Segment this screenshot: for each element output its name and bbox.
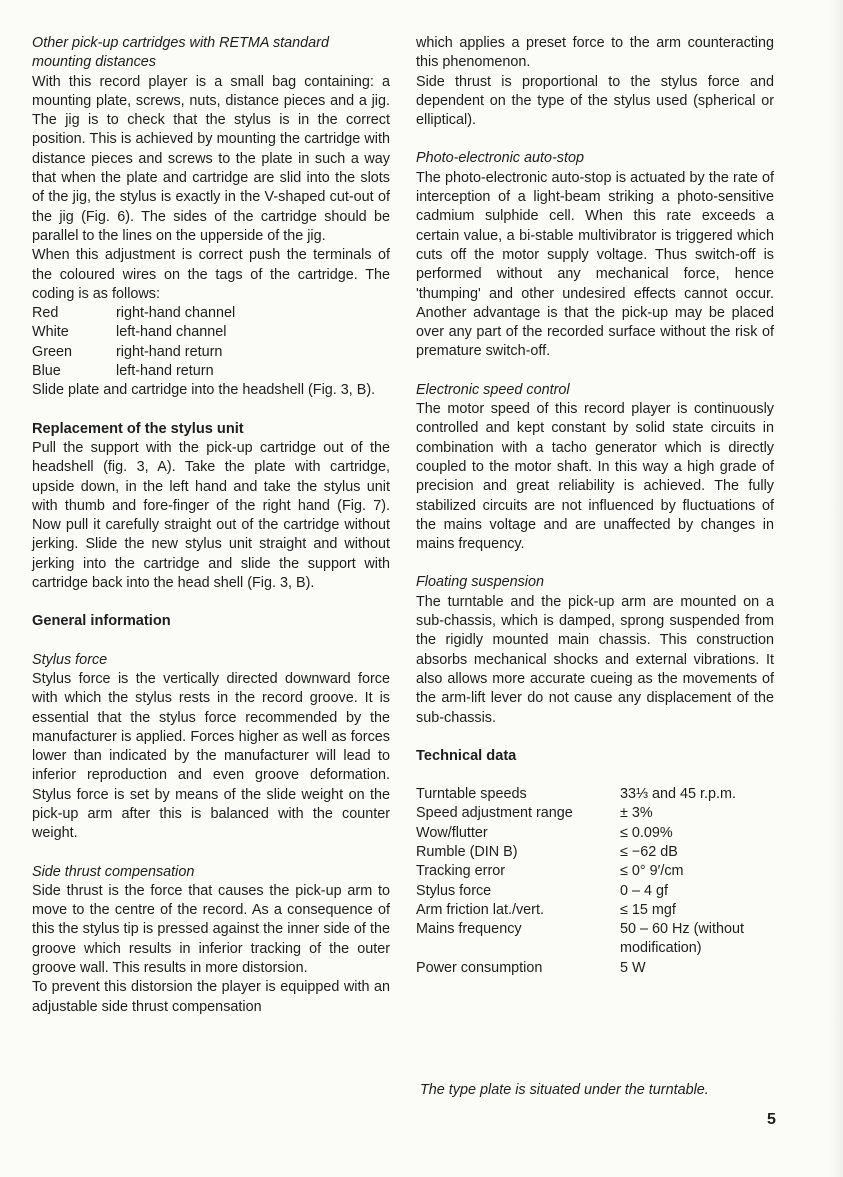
spec-row: [416, 843, 774, 862]
spec-row: [416, 785, 774, 804]
spec-value: 50 – 60 Hz (without modification): [620, 921, 744, 957]
retma-paragraph-1: With this record player is a small bag containing: a mounting plate, screws, nuts, distance pieces and a jig. The jig is to check that the stylus is in the correct position. This is achieved by mounting the cartridge with distance pieces and screws to the plate in such a way that when the plate and cartridge are slid into the slots of the jig, the stylus is exactly in the V-shaped cut-out of the jig (Fig. 6). The sides of the cartridge should be parallel to the lines on the upperside of the jig.: [32, 73, 390, 244]
wire-coding-list: [32, 304, 390, 381]
general-info-heading: General information: [32, 613, 171, 630]
spec-label: Arm friction lat./vert.: [416, 901, 544, 918]
spec-value: ≤ 15 mgf: [620, 901, 676, 918]
spec-label: Speed adjustment range: [416, 805, 573, 822]
spec-label: Mains frequency: [416, 921, 522, 938]
wire-color: Blue: [32, 363, 61, 380]
wire-coding-row: [32, 323, 390, 342]
side-thrust-paragraph-2: To prevent this distorsion the player is equipped with an adjustable side thrust compensation: [32, 979, 390, 1015]
replacement-paragraph: Pull the support with the pick-up cartridge out of the headshell (fig. 3, A). Take the plate with cartridge, upside down, in the left hand and take the stylus unit with thumb and fore-finger of the right hand (Fig. 7). Now pull it carefully straight out of the cartridge without jerking. Slide the new stylus unit straight and without jerking into the cartridge and slide the support with cartridge back into the head shell (Fig. 3, B).: [32, 439, 390, 592]
speed-control-heading: Electronic speed control: [416, 381, 570, 398]
side-thrust-paragraph-3: Side thrust is proportional to the stylus force and dependent on the type of the stylus used (spherical or elliptical).: [416, 73, 774, 129]
spec-label: Rumble (DIN B): [416, 843, 518, 860]
wire-color: White: [32, 324, 69, 341]
spec-value: ≤ −62 dB: [620, 843, 678, 860]
floating-suspension-heading: Floating suspension: [416, 574, 544, 591]
spec-value: ≤ 0° 9′/cm: [620, 863, 684, 880]
retma-paragraph-2: When this adjustment is correct push the terminals of the coloured wires on the tags of the cartridge. The coding is as follows:: [32, 247, 390, 302]
spec-row: [416, 824, 774, 843]
type-plate-note: The type plate is situated under the turntable.: [420, 1082, 709, 1098]
spec-value: ≤ 0.09%: [620, 824, 673, 841]
wire-color: Green: [32, 343, 72, 360]
spec-row: [416, 862, 774, 881]
retma-heading: Other pick-up cartridges with RETMA standard mounting distances: [32, 35, 329, 71]
spec-row: [416, 804, 774, 823]
spec-label: Wow/flutter: [416, 824, 488, 841]
stylus-force-paragraph: Stylus force is the vertically directed downward force with which the stylus rests in the record groove. It is essential that the stylus force recommended by the manufacturer is applied. Forces higher as well as forces lower than indicated by the manufacturer will lead to inferior reproduction and even groove deformation. Stylus force is set by means of the slide weight on the pick-up arm after this is balanced with the counter weight.: [32, 670, 390, 842]
technical-data-heading: Technical data: [416, 747, 517, 764]
speed-control-paragraph: The motor speed of this record player is continuously controlled and kept constant by solid state circuits in combination with a tacho generator which is directly coupled to the motor shaft. In this way a high grade of precision and great reliability is achieved. The fully stabilized circuits are not influenced by fluctuations of the mains voltage and are unaffected by changes in mains frequency.: [416, 401, 774, 553]
spec-table: [416, 785, 774, 978]
spec-label: Tracking error: [416, 863, 506, 880]
wire-meaning: right-hand channel: [116, 305, 236, 322]
spec-value: 5 W: [620, 959, 646, 976]
spec-value: ± 3%: [620, 805, 653, 822]
spec-row: [416, 882, 774, 901]
right-column: [416, 34, 774, 978]
page-number: 5: [767, 1111, 776, 1128]
page-edge-shadow: [829, 0, 843, 1177]
side-thrust-continuation: which applies a preset force to the arm counteracting this phenomenon.: [416, 35, 774, 71]
wire-meaning: left-hand channel: [116, 324, 227, 341]
auto-stop-heading: Photo-electronic auto-stop: [416, 150, 584, 167]
wire-color: Red: [32, 305, 59, 322]
spec-label: Stylus force: [416, 882, 492, 899]
wire-coding-row: [32, 362, 390, 381]
side-thrust-heading: Side thrust compensation: [32, 863, 195, 880]
auto-stop-paragraph: The photo-electronic auto-stop is actuated by the rate of interception of a light-beam striking a photo-sensitive cadmium sulphide cell. When this rate exceeds a certain value, a bi-stable multivibrator is triggered which cuts off the motor supply voltage. Thus switch-off is performed without any mechanical force, hence 'thumping' and other undesired effects cannot occur. Another advantage is that the pick-up may be placed over any part of the recorded surface without the risk of premature switch-off.: [416, 169, 774, 360]
spec-label: Turntable speeds: [416, 786, 527, 803]
retma-paragraph-3: Slide plate and cartridge into the headshell (Fig. 3, B).: [32, 382, 376, 399]
side-thrust-paragraph-1: Side thrust is the force that causes the pick-up arm to move to the centre of the record. As a consequence of this the stylus tip is pressed against the inner side of the groove which results in inferior tracking of the outer groove wall. This results in more distorsion.: [32, 882, 390, 977]
spec-value: 0 – 4 gf: [620, 882, 669, 899]
spec-row: [416, 920, 774, 959]
wire-meaning: right-hand return: [116, 343, 223, 360]
wire-meaning: left-hand return: [116, 363, 214, 380]
replacement-heading: Replacement of the stylus unit: [32, 420, 244, 437]
spec-row: [416, 959, 774, 978]
wire-coding-row: [32, 343, 390, 362]
spec-value: 33⅓ and 45 r.p.m.: [620, 786, 737, 803]
stylus-force-heading: Stylus force: [32, 651, 108, 668]
spec-label: Power consumption: [416, 959, 543, 976]
spec-row: [416, 901, 774, 920]
floating-suspension-paragraph: The turntable and the pick-up arm are mounted on a sub-chassis, which is damped, sprong suspended from the rigidly mounted main chassis. This construction absorbs mechanical shocks and external vibrations. It also allows more accurate cueing as the movements of the arm-lift lever do not cause any displacement of the sub-chassis.: [416, 593, 774, 726]
left-column: [32, 34, 390, 1017]
wire-coding-row: [32, 304, 390, 323]
